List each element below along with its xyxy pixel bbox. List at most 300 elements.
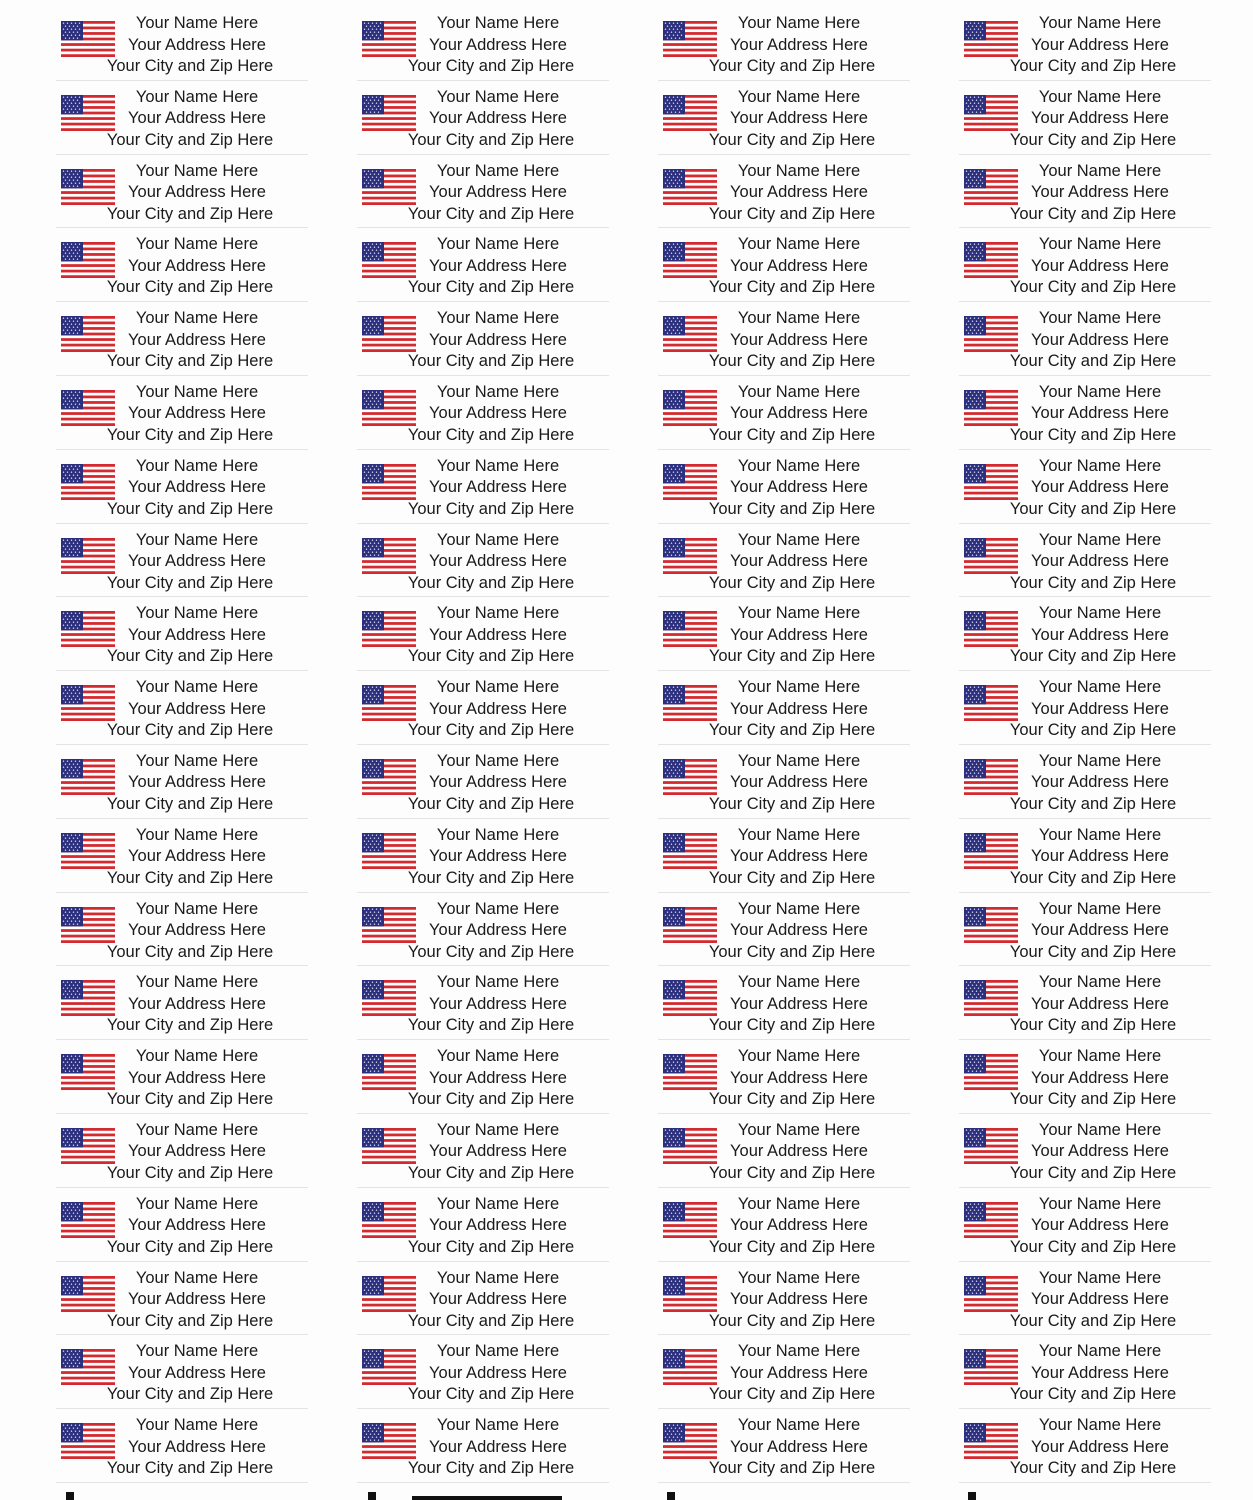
address-label[interactable]: [658, 228, 910, 302]
name-line: Your Name Here: [1038, 456, 1162, 475]
city-zip-line: Your City and Zip Here: [708, 1016, 876, 1035]
address-label[interactable]: [658, 1262, 910, 1336]
address-line: Your Address Here: [429, 404, 567, 423]
city-zip-line: Your City and Zip Here: [106, 721, 274, 740]
name-line: Your Name Here: [436, 1120, 560, 1139]
city-zip-line: Your City and Zip Here: [708, 1385, 876, 1404]
name-line: Your Name Here: [135, 309, 259, 328]
address-label[interactable]: [959, 7, 1211, 81]
city-zip-line: Your City and Zip Here: [708, 1459, 876, 1478]
name-line: Your Name Here: [1038, 530, 1162, 549]
address-label[interactable]: [658, 893, 910, 967]
address-line: Your Address Here: [429, 847, 567, 866]
city-zip-line: Your City and Zip Here: [407, 1237, 575, 1256]
address-label[interactable]: [959, 893, 1211, 967]
address-label[interactable]: [959, 1040, 1211, 1114]
city-zip-line: Your City and Zip Here: [407, 57, 575, 75]
address-block: [106, 382, 288, 447]
city-zip-line: Your City and Zip Here: [708, 647, 876, 666]
address-line: Your Address Here: [128, 330, 266, 349]
name-line: Your Name Here: [135, 1047, 259, 1066]
address-label[interactable]: [56, 671, 308, 745]
name-line: Your Name Here: [135, 1194, 259, 1213]
address-line: Your Address Here: [730, 1068, 868, 1087]
city-zip-line: Your City and Zip Here: [1009, 130, 1177, 149]
address-label[interactable]: [56, 1335, 308, 1409]
address-label[interactable]: [959, 302, 1211, 376]
name-line: Your Name Here: [1038, 309, 1162, 328]
address-block: [1009, 87, 1191, 152]
address-label[interactable]: [56, 155, 308, 229]
address-label[interactable]: [357, 671, 609, 745]
name-line: Your Name Here: [135, 825, 259, 844]
city-zip-line: Your City and Zip Here: [1009, 278, 1177, 297]
city-zip-line: Your City and Zip Here: [1009, 499, 1177, 518]
address-block: [407, 1120, 589, 1185]
address-block: [1009, 1046, 1191, 1111]
address-block: [708, 234, 890, 299]
address-block: [1009, 677, 1191, 742]
city-zip-line: Your City and Zip Here: [1009, 425, 1177, 444]
address-line: Your Address Here: [128, 1068, 266, 1087]
address-label[interactable]: [357, 893, 609, 967]
address-label[interactable]: [56, 7, 308, 81]
address-block: [708, 1120, 890, 1185]
name-line: Your Name Here: [1038, 87, 1162, 106]
address-block: [708, 382, 890, 447]
label-grid: [56, 7, 1216, 1483]
name-line: Your Name Here: [1038, 1416, 1162, 1435]
city-zip-line: Your City and Zip Here: [106, 1090, 274, 1109]
name-line: Your Name Here: [737, 678, 861, 697]
address-line: Your Address Here: [730, 183, 868, 202]
name-line: Your Name Here: [135, 382, 259, 401]
address-block: [708, 13, 890, 78]
address-line: Your Address Here: [429, 921, 567, 940]
address-line: Your Address Here: [1031, 773, 1169, 792]
address-line: Your Address Here: [730, 847, 868, 866]
address-block: [708, 1046, 890, 1111]
address-block: [106, 308, 288, 373]
address-block: [407, 972, 589, 1037]
address-block: [106, 161, 288, 226]
address-label[interactable]: [56, 376, 308, 450]
address-label[interactable]: [658, 1335, 910, 1409]
address-label[interactable]: [959, 597, 1211, 671]
city-zip-line: Your City and Zip Here: [106, 1311, 274, 1330]
name-line: Your Name Here: [737, 382, 861, 401]
address-line: Your Address Here: [730, 773, 868, 792]
address-label[interactable]: [56, 1188, 308, 1262]
city-zip-line: Your City and Zip Here: [708, 794, 876, 813]
city-zip-line: Your City and Zip Here: [708, 942, 876, 961]
next-row-fragment: [0, 1486, 1253, 1500]
name-line: Your Name Here: [436, 973, 560, 992]
address-label[interactable]: [658, 450, 910, 524]
address-block: [708, 308, 890, 373]
address-block: [1009, 1194, 1191, 1259]
address-line: Your Address Here: [1031, 1290, 1169, 1309]
address-line: Your Address Here: [730, 699, 868, 718]
address-label[interactable]: [959, 450, 1211, 524]
address-label[interactable]: [959, 81, 1211, 155]
address-line: Your Address Here: [1031, 35, 1169, 54]
address-label[interactable]: [357, 7, 609, 81]
city-zip-line: Your City and Zip Here: [106, 1163, 274, 1182]
address-label[interactable]: [959, 1114, 1211, 1188]
city-zip-line: Your City and Zip Here: [1009, 352, 1177, 371]
city-zip-line: Your City and Zip Here: [106, 278, 274, 297]
address-block: [407, 382, 589, 447]
city-zip-line: Your City and Zip Here: [407, 942, 575, 961]
address-line: Your Address Here: [1031, 330, 1169, 349]
address-label[interactable]: [658, 745, 910, 819]
address-block: [407, 13, 589, 78]
address-block: [106, 677, 288, 742]
address-label[interactable]: [357, 597, 609, 671]
address-line: Your Address Here: [429, 1068, 567, 1087]
address-block: [708, 161, 890, 226]
city-zip-line: Your City and Zip Here: [708, 278, 876, 297]
address-label[interactable]: [357, 228, 609, 302]
address-label[interactable]: [357, 745, 609, 819]
address-block: [708, 751, 890, 816]
address-block: [106, 1046, 288, 1111]
address-label[interactable]: [56, 597, 308, 671]
city-zip-line: Your City and Zip Here: [407, 794, 575, 813]
address-label[interactable]: [56, 966, 308, 1040]
address-label[interactable]: [56, 893, 308, 967]
address-block: [106, 87, 288, 152]
city-zip-line: Your City and Zip Here: [106, 425, 274, 444]
address-line: Your Address Here: [730, 1290, 868, 1309]
city-zip-line: Your City and Zip Here: [708, 499, 876, 518]
address-label[interactable]: [357, 819, 609, 893]
address-line: Your Address Here: [429, 109, 567, 128]
address-line: Your Address Here: [128, 1216, 266, 1235]
address-block: [708, 603, 890, 668]
address-line: Your Address Here: [730, 1142, 868, 1161]
address-line: Your Address Here: [429, 552, 567, 571]
city-zip-line: Your City and Zip Here: [106, 868, 274, 887]
name-line: Your Name Here: [436, 1268, 560, 1287]
address-block: [407, 899, 589, 964]
address-line: Your Address Here: [429, 1363, 567, 1382]
address-label[interactable]: [56, 302, 308, 376]
city-zip-line: Your City and Zip Here: [106, 794, 274, 813]
name-line: Your Name Here: [737, 235, 861, 254]
city-zip-line: Your City and Zip Here: [407, 204, 575, 223]
name-line: Your Name Here: [436, 1342, 560, 1361]
address-label[interactable]: [357, 155, 609, 229]
address-line: Your Address Here: [429, 1290, 567, 1309]
city-zip-line: Your City and Zip Here: [708, 352, 876, 371]
city-zip-line: Your City and Zip Here: [407, 868, 575, 887]
address-line: Your Address Here: [128, 35, 266, 54]
address-line: Your Address Here: [1031, 1068, 1169, 1087]
name-line: Your Name Here: [436, 161, 560, 180]
address-block: [407, 308, 589, 373]
address-line: Your Address Here: [128, 404, 266, 423]
address-label[interactable]: [56, 1409, 308, 1483]
city-zip-line: Your City and Zip Here: [1009, 1163, 1177, 1182]
name-line: Your Name Here: [1038, 678, 1162, 697]
address-label[interactable]: [56, 1040, 308, 1114]
name-line: Your Name Here: [436, 309, 560, 328]
address-line: Your Address Here: [730, 109, 868, 128]
address-block: [1009, 1268, 1191, 1333]
address-label[interactable]: [658, 1409, 910, 1483]
name-line: Your Name Here: [436, 1047, 560, 1066]
name-line: Your Name Here: [1038, 604, 1162, 623]
city-zip-line: Your City and Zip Here: [106, 1237, 274, 1256]
address-label[interactable]: [357, 524, 609, 598]
address-label[interactable]: [959, 1409, 1211, 1483]
address-label[interactable]: [658, 524, 910, 598]
address-line: Your Address Here: [730, 478, 868, 497]
address-block: [106, 530, 288, 595]
address-block: [407, 456, 589, 521]
name-line: Your Name Here: [1038, 973, 1162, 992]
address-label[interactable]: [959, 376, 1211, 450]
address-block: [708, 899, 890, 964]
address-label[interactable]: [959, 671, 1211, 745]
address-block: [708, 530, 890, 595]
name-line: Your Name Here: [737, 1047, 861, 1066]
address-line: Your Address Here: [1031, 256, 1169, 275]
address-label[interactable]: [959, 966, 1211, 1040]
address-line: Your Address Here: [730, 1216, 868, 1235]
address-line: Your Address Here: [128, 1363, 266, 1382]
city-zip-line: Your City and Zip Here: [1009, 573, 1177, 592]
city-zip-line: Your City and Zip Here: [708, 204, 876, 223]
name-line: Your Name Here: [737, 1120, 861, 1139]
name-line: Your Name Here: [737, 309, 861, 328]
address-label[interactable]: [658, 81, 910, 155]
address-label[interactable]: [959, 228, 1211, 302]
address-line: Your Address Here: [128, 847, 266, 866]
city-zip-line: Your City and Zip Here: [106, 1385, 274, 1404]
address-line: Your Address Here: [1031, 478, 1169, 497]
address-label[interactable]: [56, 81, 308, 155]
city-zip-line: Your City and Zip Here: [106, 1459, 274, 1478]
name-line: Your Name Here: [737, 751, 861, 770]
address-line: Your Address Here: [1031, 699, 1169, 718]
city-zip-line: Your City and Zip Here: [708, 1090, 876, 1109]
address-label[interactable]: [959, 1262, 1211, 1336]
name-line: Your Name Here: [1038, 899, 1162, 918]
address-label[interactable]: [658, 7, 910, 81]
address-label[interactable]: [56, 524, 308, 598]
city-zip-line: Your City and Zip Here: [407, 1459, 575, 1478]
address-block: [1009, 1341, 1191, 1406]
address-block: [106, 751, 288, 816]
address-line: Your Address Here: [128, 994, 266, 1013]
name-line: Your Name Here: [436, 604, 560, 623]
address-label[interactable]: [959, 155, 1211, 229]
name-line: Your Name Here: [436, 87, 560, 106]
address-label[interactable]: [357, 450, 609, 524]
address-line: Your Address Here: [128, 256, 266, 275]
name-line: Your Name Here: [737, 1268, 861, 1287]
name-line: Your Name Here: [1038, 1047, 1162, 1066]
city-zip-line: Your City and Zip Here: [708, 425, 876, 444]
address-label[interactable]: [959, 1188, 1211, 1262]
address-label[interactable]: [56, 745, 308, 819]
address-block: [106, 825, 288, 890]
name-line: Your Name Here: [1038, 1268, 1162, 1287]
address-label[interactable]: [357, 1335, 609, 1409]
address-line: Your Address Here: [429, 1216, 567, 1235]
address-line: Your Address Here: [429, 183, 567, 202]
address-line: Your Address Here: [1031, 404, 1169, 423]
address-label[interactable]: [357, 1188, 609, 1262]
address-label[interactable]: [658, 1040, 910, 1114]
address-block: [1009, 825, 1191, 890]
name-line: Your Name Here: [1038, 14, 1162, 32]
address-block: [106, 456, 288, 521]
address-block: [407, 751, 589, 816]
city-zip-line: Your City and Zip Here: [407, 278, 575, 297]
address-label[interactable]: [357, 1114, 609, 1188]
address-label[interactable]: [959, 745, 1211, 819]
name-line: Your Name Here: [737, 1416, 861, 1435]
address-label[interactable]: [56, 228, 308, 302]
address-line: Your Address Here: [128, 1290, 266, 1309]
address-line: Your Address Here: [1031, 1437, 1169, 1456]
address-block: [1009, 899, 1191, 964]
address-label[interactable]: [357, 1262, 609, 1336]
address-label[interactable]: [959, 524, 1211, 598]
name-line: Your Name Here: [1038, 751, 1162, 770]
city-zip-line: Your City and Zip Here: [106, 130, 274, 149]
address-block: [1009, 1415, 1191, 1480]
address-label[interactable]: [658, 1114, 910, 1188]
city-zip-line: Your City and Zip Here: [1009, 57, 1177, 75]
address-label[interactable]: [357, 1409, 609, 1483]
name-line: Your Name Here: [135, 14, 259, 32]
address-label[interactable]: [357, 81, 609, 155]
address-label[interactable]: [658, 1188, 910, 1262]
name-line: Your Name Here: [436, 1194, 560, 1213]
address-block: [106, 1415, 288, 1480]
address-block: [708, 1415, 890, 1480]
address-line: Your Address Here: [128, 109, 266, 128]
address-label[interactable]: [357, 1040, 609, 1114]
name-line: Your Name Here: [737, 1194, 861, 1213]
address-block: [708, 1268, 890, 1333]
name-line: Your Name Here: [1038, 1342, 1162, 1361]
address-line: Your Address Here: [128, 625, 266, 644]
city-zip-line: Your City and Zip Here: [1009, 721, 1177, 740]
address-block: [407, 1046, 589, 1111]
address-block: [407, 1341, 589, 1406]
address-line: Your Address Here: [1031, 994, 1169, 1013]
city-zip-line: Your City and Zip Here: [708, 573, 876, 592]
address-label[interactable]: [658, 302, 910, 376]
address-block: [1009, 530, 1191, 595]
name-line: Your Name Here: [135, 235, 259, 254]
name-line: Your Name Here: [135, 1268, 259, 1287]
city-zip-line: Your City and Zip Here: [407, 425, 575, 444]
address-line: Your Address Here: [730, 330, 868, 349]
address-label[interactable]: [658, 819, 910, 893]
address-block: [1009, 1120, 1191, 1185]
address-line: Your Address Here: [1031, 1216, 1169, 1235]
address-label[interactable]: [658, 155, 910, 229]
address-label[interactable]: [658, 597, 910, 671]
name-line: Your Name Here: [1038, 1194, 1162, 1213]
name-line: Your Name Here: [436, 530, 560, 549]
address-line: Your Address Here: [1031, 1142, 1169, 1161]
city-zip-line: Your City and Zip Here: [708, 1163, 876, 1182]
address-line: Your Address Here: [730, 552, 868, 571]
address-label[interactable]: [56, 819, 308, 893]
address-label[interactable]: [56, 450, 308, 524]
address-line: Your Address Here: [730, 921, 868, 940]
city-zip-line: Your City and Zip Here: [1009, 942, 1177, 961]
address-block: [708, 1341, 890, 1406]
address-label[interactable]: [959, 1335, 1211, 1409]
address-label[interactable]: [357, 376, 609, 450]
address-label[interactable]: [658, 671, 910, 745]
address-block: [106, 603, 288, 668]
address-line: Your Address Here: [429, 35, 567, 54]
city-zip-line: Your City and Zip Here: [708, 1237, 876, 1256]
address-label[interactable]: [357, 302, 609, 376]
address-line: Your Address Here: [730, 35, 868, 54]
name-line: Your Name Here: [135, 604, 259, 623]
address-block: [1009, 161, 1191, 226]
name-line: Your Name Here: [436, 14, 560, 32]
name-line: Your Name Here: [737, 899, 861, 918]
address-line: Your Address Here: [128, 552, 266, 571]
city-zip-line: Your City and Zip Here: [1009, 868, 1177, 887]
address-label[interactable]: [658, 966, 910, 1040]
address-block: [1009, 382, 1191, 447]
city-zip-line: Your City and Zip Here: [708, 130, 876, 149]
name-line: Your Name Here: [737, 14, 861, 32]
city-zip-line: Your City and Zip Here: [407, 499, 575, 518]
address-block: [407, 1415, 589, 1480]
address-block: [407, 161, 589, 226]
address-line: Your Address Here: [1031, 183, 1169, 202]
name-line: Your Name Here: [737, 973, 861, 992]
name-line: Your Name Here: [135, 751, 259, 770]
address-block: [106, 1120, 288, 1185]
address-label[interactable]: [56, 1114, 308, 1188]
name-line: Your Name Here: [436, 235, 560, 254]
name-line: Your Name Here: [135, 899, 259, 918]
name-line: Your Name Here: [135, 1416, 259, 1435]
address-line: Your Address Here: [1031, 847, 1169, 866]
address-line: Your Address Here: [128, 1142, 266, 1161]
name-line: Your Name Here: [1038, 825, 1162, 844]
city-zip-line: Your City and Zip Here: [1009, 1016, 1177, 1035]
city-zip-line: Your City and Zip Here: [1009, 204, 1177, 223]
address-label[interactable]: [56, 1262, 308, 1336]
address-label[interactable]: [959, 819, 1211, 893]
city-zip-line: Your City and Zip Here: [708, 868, 876, 887]
address-label[interactable]: [357, 966, 609, 1040]
address-label[interactable]: [658, 376, 910, 450]
address-block: [1009, 603, 1191, 668]
address-block: [106, 1194, 288, 1259]
address-block: [708, 825, 890, 890]
address-line: Your Address Here: [429, 1142, 567, 1161]
name-line: Your Name Here: [436, 825, 560, 844]
city-zip-line: Your City and Zip Here: [1009, 794, 1177, 813]
